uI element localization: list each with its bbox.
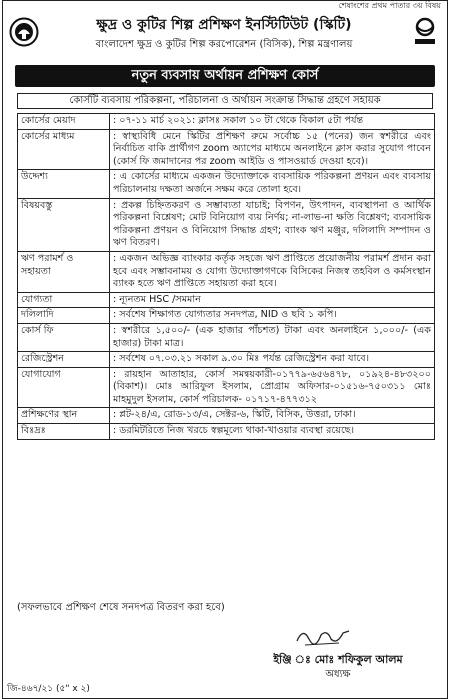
row-label: বিষয়বস্তু — [18, 198, 110, 251]
table-row — [18, 367, 435, 408]
table-row — [18, 408, 435, 424]
course-subtitle: কোর্সটি ব্যবসায় পরিকল্পনা, পরিচালনা ও অর্থায়ন সংক্রান্ত সিদ্ধান্ত গ্রহণে সহায়ক — [17, 93, 433, 109]
row-value: : ন্যূনতম HSC /সমমান — [110, 292, 435, 308]
institute-name: ক্ষুদ্র ও কুটির শিল্প প্রশিক্ষণ ইনস্টিটিউট (স্কিটি) — [96, 17, 352, 33]
signature-mark — [293, 623, 353, 649]
row-value: : সর্বশেষ শিক্ষাগত যোগ্যতার সনদপত্র, NID ও ছবি ১ কপি। — [110, 308, 435, 324]
header — [7, 13, 443, 59]
table-row — [18, 292, 435, 308]
signer-designation: অধ্যক্ষ — [325, 669, 351, 680]
reference-number: জি-৪৬৭/২১ (৫" x ২) — [7, 684, 90, 694]
table-row — [18, 198, 435, 251]
table-row — [18, 308, 435, 324]
row-label: ঋণ পরামর্শ ও সহায়তা — [18, 251, 110, 292]
certificate-note: (সফলভাবে প্রশিক্ষণ শেষে সনদপত্র বিতরণ করা হবে) — [17, 602, 225, 613]
table-row — [18, 424, 435, 440]
row-label: উদ্দেশ্য — [18, 170, 110, 198]
row-value: : সর্বশেষ ০৭.০৩.২১ সকাল ৯.৩০ মিঃ পর্যন্ত রেজিস্ট্রেশন করা যাবে। — [110, 352, 435, 368]
signer-name: ইঞ্জি ঃ মোঃ শফিকুল আলম — [273, 653, 403, 666]
row-value: : স্বশরীরে ১,৫০০/- (এক হাজার পাঁচশত) টাকা এবং অনলাইনে ১,০০০/- (এক হাজার) টাকা মাত্র। — [110, 323, 435, 351]
row-label: দলিলাদি — [18, 308, 110, 324]
course-info-table — [17, 113, 435, 440]
table-row — [18, 129, 435, 170]
corporation-name: বাংলাদেশ ক্ষুদ্র ও কুটির শিল্প করপোরেশন (বিসিক), শিল্প মন্ত্রণালয় — [95, 39, 353, 50]
row-label: কোর্সের মাধ্যম — [18, 129, 110, 170]
row-value: : প্লট-২৪/এ, রোড-১৩/এ, সেক্টর-৬, স্কিটি, বিসিক, উত্তরা, ঢাকা। — [110, 408, 435, 424]
advertisement-page — [2, 0, 448, 699]
row-label: কোর্সের মেয়াদ — [18, 114, 110, 130]
table-row — [18, 114, 435, 130]
row-value: : একজন অভিজ্ঞ ব্যাংকার কর্তৃক সহজে ঋণ প্রাপ্তিতে প্রয়োজনীয় পরামর্শ প্রদান করা হবে এবং সম্ভাবনাময় ও যোগ্য উদ্যোক্তাগণকে বিসিকের নিজস্ব তহবিল ও কর্মসংস্থান ব্যাংক হতে ঋণ প্রাপ্তিতে সহায়তা করা হবে। — [110, 251, 435, 292]
top-strip: শেষাংশের প্রথম পাতার ৩য় বিষয় — [338, 1, 441, 10]
table-row — [18, 352, 435, 368]
skitti-logo-icon — [409, 15, 441, 47]
row-value: : ০৭-১১ মার্চ ২০২১: ক্লাসঃ সকাল ১০ টা থেকে বিকাল ৫টা পর্যন্ত — [110, 114, 435, 130]
table-row — [18, 170, 435, 198]
row-value: : ডরমিটরিতে নিজ খরচে স্বল্পমূল্যে থাকা-খাওয়ার ব্যবস্থা রয়েছে। — [110, 424, 435, 440]
row-value: : রায়হান আতাহার, কোর্স সমন্বয়কারী-০১৭৭৯-৬৫৬৪৭৮, ০১৯২৪-৪৮৩২০০ (বিকাশ)। মোঃ আরিফুল ইসলাম, প্রোগ্রাম অফিসার-০১৫১৬-৭৫০৩১১ মোঃ মাহমুদুল ইসলাম, কোর্স পরিচালক- ০১৭১৭-৪৭৭৩১২ — [110, 367, 435, 408]
row-label: বিঃদ্রঃ — [18, 424, 110, 440]
table-row — [18, 251, 435, 292]
course-title-banner: নতুন ব্যবসায় অর্থায়ন প্রশিক্ষণ কোর্স — [15, 65, 435, 87]
row-label: যোগাযোগ — [18, 367, 110, 408]
row-label: রেজিস্ট্রেশন — [18, 352, 110, 368]
row-label: যোগ্যতা — [18, 292, 110, 308]
bscic-emblem-icon — [9, 17, 39, 47]
table-row — [18, 323, 435, 351]
row-value: : এ কোর্সের মাধ্যমে একজন উদ্যোক্তাকে ব্যবসায়িক পরিকল্পনা প্রণয়ন এবং ব্যবসায় পরিচালনায় দক্ষতা অর্জনে সক্ষম করে তোলা হবে। — [110, 170, 435, 198]
row-value: : প্রকল্প চিহ্নিতকরণ ও সম্ভাব্যতা যাচাই; বিপণন, উৎপাদন, ব্যবস্থাপনা ও আর্থিক পরিকল্পনা বিশ্লেষণ; মোট বিনিয়োগ ব্যয় নির্ণয়; না-লাভ-না ক্ষতি বিশ্লেষণ; ব্যবসায়িক পরিকল্পনা প্রণয়ন ও বিনিয়োগ সিদ্ধান্ত গ্রহণ; ব্যাংক ঋণ মঞ্জুর, দলিলাদি সম্পাদন ও ঋণ বিতরণ। — [110, 198, 435, 251]
row-label: প্রশিক্ষণের স্থান — [18, 408, 110, 424]
row-label: কোর্স ফি — [18, 323, 110, 351]
row-value: : স্বাস্থ্যবিধি মেনে স্কিটির প্রশিক্ষণ রুমে সর্বোচ্চ ১৫ (পনের) জন স্বশরীরে এবং নির্বাচিত বাকি প্রার্থীগণ zoom অ্যাপের মাধ্যমে অনলাইনে ক্লাস করার সুযোগ পাবেন (কোর্স ফি জমাদানের পর zoom আইডি ও পাসওয়ার্ড দেওয়া হবে)। — [110, 129, 435, 170]
